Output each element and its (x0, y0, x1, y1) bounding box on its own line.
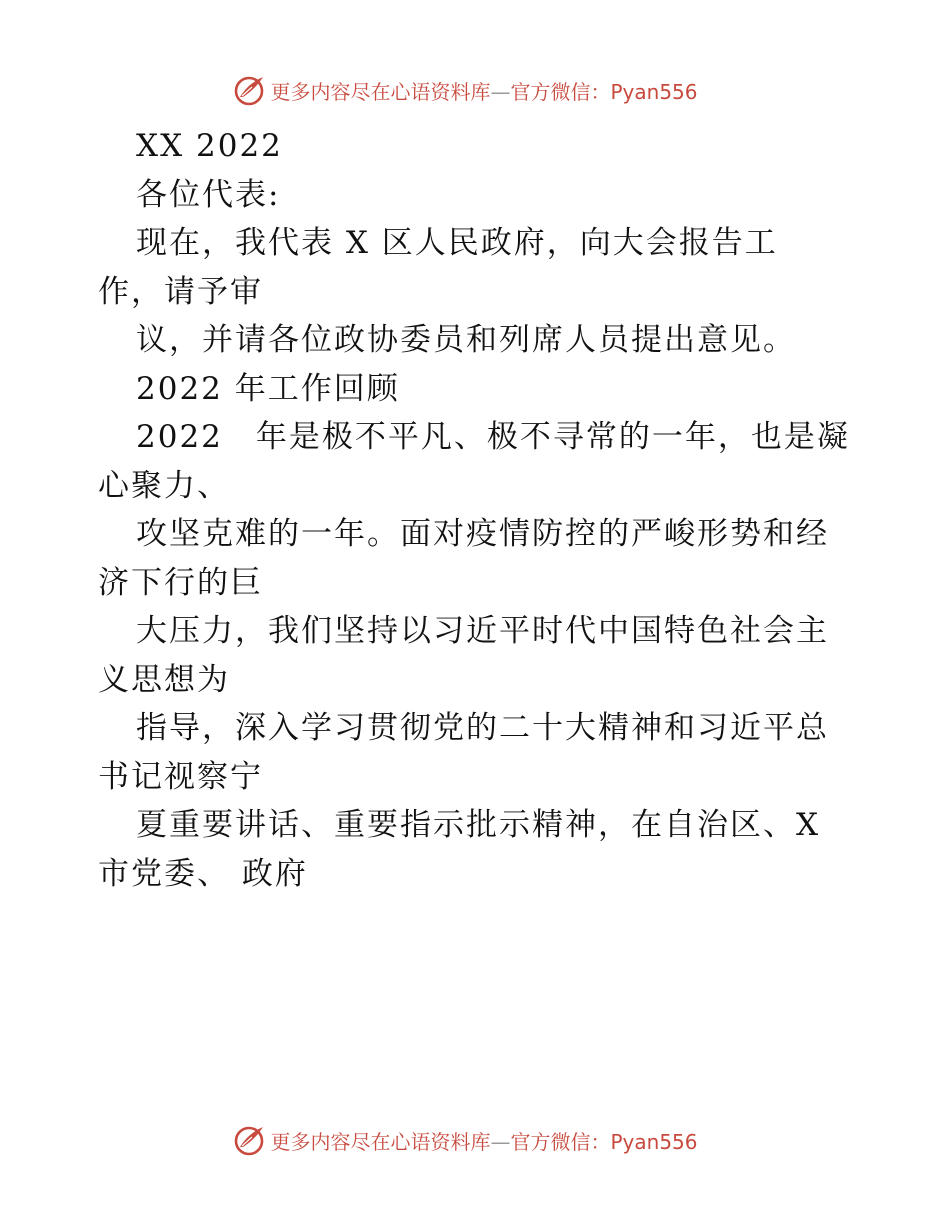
quill-logo-icon (232, 1123, 266, 1157)
watermark-contact-id: Pyan556 (610, 79, 698, 104)
doc-line: 夏重要讲话、重要指示批示精神，在自治区、X (136, 807, 821, 843)
watermark-contact-prefix: 官方微信： (510, 1129, 611, 1154)
document-body (98, 122, 858, 898)
watermark-group (232, 73, 697, 107)
watermark-text (270, 1126, 697, 1155)
watermark-text (270, 76, 697, 105)
doc-line-section-heading: 2022 年工作回顾 (136, 370, 400, 407)
doc-line: 市党委、 政府 (98, 855, 308, 892)
watermark-separator: — (490, 1129, 511, 1154)
watermark-brand: 更多内容尽在心语资料库 (270, 1129, 491, 1154)
watermark-group (232, 1123, 697, 1157)
doc-line: 济下行的巨 (98, 564, 263, 601)
doc-line: 现在，我代表 X 区人民政府，向大会报告工 (136, 225, 778, 261)
doc-line-title: XX 2022 (136, 128, 283, 164)
doc-line: 2022 年是极不平凡、极不寻常的一年，也是凝 (136, 419, 850, 455)
watermark-contact-id: Pyan556 (610, 1129, 698, 1154)
doc-line: 攻坚克难的一年。面对疫情防控的严峻形势和经 (136, 516, 829, 552)
doc-line: 议，并请各位政协委员和列席人员提出意见。 (136, 322, 796, 358)
doc-line: 义思想为 (98, 661, 230, 698)
watermark-contact-prefix: 官方微信： (510, 79, 611, 104)
header-watermark (0, 70, 950, 110)
quill-logo-icon (232, 73, 266, 107)
footer-watermark (0, 1120, 950, 1160)
doc-line: 心聚力、 (98, 467, 230, 504)
doc-line-salutation: 各位代表: (136, 176, 281, 213)
doc-line: 作，请予审 (98, 273, 263, 310)
doc-line: 大压力，我们坚持以习近平时代中国特色社会主 (136, 613, 829, 649)
watermark-brand: 更多内容尽在心语资料库 (270, 79, 491, 104)
doc-line: 指导，深入学习贯彻党的二十大精神和习近平总 (136, 710, 829, 746)
doc-line: 书记视察宁 (98, 758, 263, 795)
watermark-separator: — (490, 79, 511, 104)
